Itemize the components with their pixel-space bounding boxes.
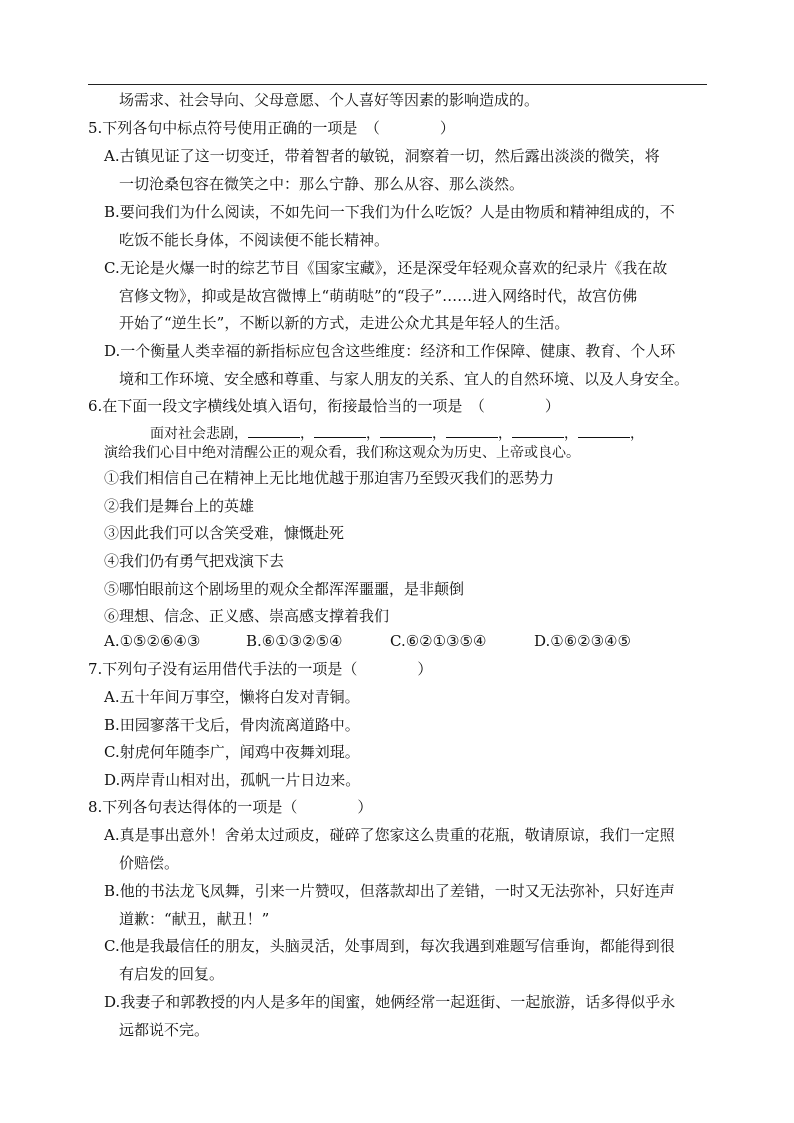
q5-option-c-line-3: 开始了“逆生长”，不断以新的方式，走进公众尤其是年轻人的生活。 — [119, 314, 570, 332]
q7-option-a: A.五十年间万事空，懒将白发对青铜。 — [104, 688, 360, 706]
q6-choice-a: A.①⑤②⑥④③ — [104, 632, 201, 650]
q6-sentence-2: ②我们是舞台上的英雄 — [104, 497, 255, 515]
q5-option-b-line-2: 吃饭不能长身体，不阅读便不能长精神。 — [119, 231, 390, 249]
fill-blank — [446, 422, 498, 438]
question-7-stem: 7.下列句子没有运用借代手法的一项是（ ） — [88, 660, 433, 678]
q7-option-b: B.田园寥落干戈后，骨肉流离道路中。 — [104, 716, 360, 734]
q6-sentence-5: ⑤哪怕眼前这个剧场里的观众全都浑浑噩噩，是非颠倒 — [104, 580, 465, 598]
q7-option-c: C.射虎何年随李广，闻鸡中夜舞刘琨。 — [104, 743, 360, 761]
q5-option-d-line-1: D.一个衡量人类幸福的新指标应包含这些维度：经济和工作保障、健康、教育、个人环 — [104, 342, 676, 360]
q8-option-d-line-2: 远都说不完。 — [119, 1021, 210, 1039]
q6-passage-line-1: 面对社会悲剧， ， ， ， ， ， ， — [150, 422, 644, 444]
fill-blank — [380, 422, 432, 438]
question-6-stem: 6.在下面一段文字横线处填入语句，衔接最恰当的一项是 （ ） — [88, 397, 560, 415]
q5-option-b-line-1: B.要问我们为什么阅读，不如先问一下我们为什么吃饭？人是由物质和精神组成的，不 — [104, 203, 675, 221]
question-8-stem: 8.下列各句表达得体的一项是（ ） — [88, 798, 373, 816]
q8-option-a-line-2: 价赔偿。 — [119, 854, 180, 872]
q8-option-a-line-1: A.真是事出意外！舍弟太过顽皮，碰碎了您家这么贵重的花瓶，敬请原谅，我们一定照 — [104, 826, 675, 844]
fill-blank — [512, 422, 564, 438]
q8-option-d-line-1: D.我妻子和郭教授的内人是多年的闺蜜，她俩经常一起逛街、一起旅游，话多得似乎永 — [104, 993, 676, 1011]
q8-option-c-line-1: C.他是我最信任的朋友，头脑灵活，处事周到，每次我遇到难题写信垂询，都能得到很 — [104, 937, 675, 955]
q5-option-a-line-2: 一切沧桑包容在微笑之中：那么宁静、那么从容、那么淡然。 — [119, 175, 525, 193]
question-5-stem: 5.下列各句中标点符号使用正确的一项是 （ ） — [88, 119, 455, 137]
header-rule — [88, 84, 707, 85]
q8-option-c-line-2: 有启发的回复。 — [119, 965, 225, 983]
q5-option-d-line-2: 境和工作环境、安全感和尊重、与家人朋友的关系、宜人的自然环境、以及人身安全。 — [119, 370, 690, 388]
fill-blank — [248, 422, 300, 438]
q6-passage-lead: 面对社会悲剧， — [150, 426, 248, 442]
q6-choice-b: B.⑥①③②⑤④ — [246, 632, 343, 650]
q6-sentence-3: ③因此我们可以含笑受难，慷慨赴死 — [104, 524, 345, 542]
carry-over-line: 场需求、社会导向、父母意愿、个人喜好等因素的影响造成的。 — [119, 91, 540, 109]
q6-passage-line-2: 演给我们心目中绝对清醒公正的观众看，我们称这观众为历史、上帝或良心。 — [104, 445, 580, 461]
q5-option-c-line-2: 宫修文物》，抑或是故宫微博上“萌萌哒”的“段子”……进入网络时代，故宫仿佛 — [119, 287, 638, 305]
q8-option-b-line-2: 道歉：“献丑，献丑！” — [119, 910, 270, 928]
q6-choice-d: D.①⑥②③④⑤ — [534, 632, 631, 650]
q5-option-c-line-1: C.无论是火爆一时的综艺节目《国家宝藏》，还是深受年轻观众喜欢的纪录片《我在故 — [104, 259, 668, 277]
q6-sentence-1: ①我们相信自己在精神上无比地优越于那迫害乃至毁灭我们的恶势力 — [104, 469, 555, 487]
fill-blank — [314, 422, 366, 438]
q7-option-d: D.两岸青山相对出，孤帆一片日边来。 — [104, 771, 361, 789]
q6-sentence-4: ④我们仍有勇气把戏演下去 — [104, 552, 285, 570]
q6-sentence-6: ⑥理想、信念、正义感、崇高感支撑着我们 — [104, 607, 390, 625]
q8-option-b-line-1: B.他的书法龙飞凤舞，引来一片赞叹，但落款却出了差错，一时又无法弥补，只好连声 — [104, 882, 675, 900]
fill-blank — [578, 422, 630, 438]
q6-choice-c: C.⑥②①③⑤④ — [390, 632, 487, 650]
q5-option-a-line-1: A.古镇见证了这一切变迁，带着智者的敏锐，洞察着一切，然后露出淡淡的微笑，将 — [104, 147, 660, 165]
